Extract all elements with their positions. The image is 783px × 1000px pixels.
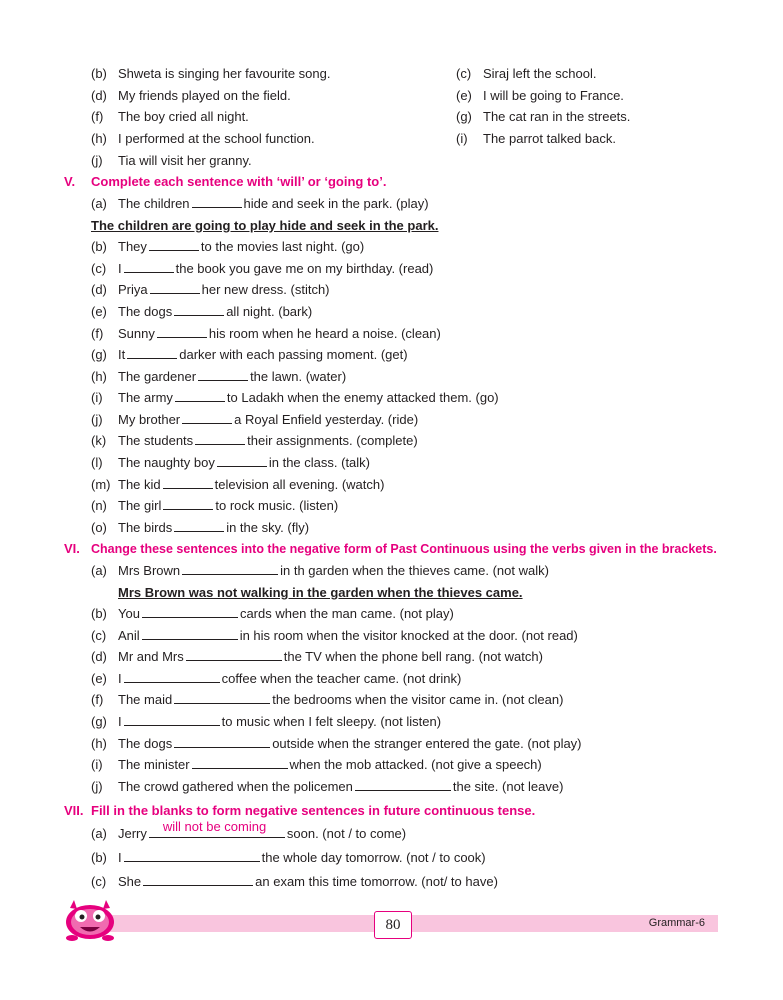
- exercise-item: (k) The students their assignments. (complete): [91, 433, 418, 448]
- exercise-item: (b) You cards when the man came. (not play): [91, 606, 454, 621]
- example-answer: The children are going to play hide and seek in the park.: [91, 218, 439, 233]
- list-item: (f) The boy cried all night.: [91, 109, 249, 124]
- exercise-item: (l) The naughty boy in the class. (talk): [91, 455, 371, 470]
- list-item: (b) Shweta is singing her favourite song.: [91, 66, 331, 81]
- answer-blank[interactable]: [149, 819, 285, 838]
- answer-blank[interactable]: [124, 670, 220, 683]
- answer-blank[interactable]: [150, 281, 200, 294]
- list-item: (i) The parrot talked back.: [456, 131, 616, 146]
- example-answer: Mrs Brown was not walking in the garden when the thieves came.: [118, 585, 523, 600]
- answer-blank[interactable]: [192, 195, 242, 208]
- filled-answer: will not be coming: [162, 819, 267, 834]
- example-item: (a) Mrs Brown in th garden when the thieves came. (not walk): [91, 563, 549, 578]
- answer-blank[interactable]: [124, 260, 174, 273]
- list-item: (e) I will be going to France.: [456, 88, 624, 103]
- section-number: VI.: [64, 541, 80, 556]
- exercise-item: (d) Mr and Mrs the TV when the phone bell rang. (not watch): [91, 649, 543, 664]
- answer-blank[interactable]: [124, 713, 220, 726]
- exercise-item: (b) They to the movies last night. (go): [91, 239, 365, 254]
- exercise-item: (g) I to music when I felt sleepy. (not listen): [91, 714, 442, 729]
- answer-blank[interactable]: [143, 873, 253, 886]
- answer-blank[interactable]: [163, 476, 213, 489]
- section-number: VII.: [64, 803, 84, 818]
- exercise-item: (b) I the whole day tomorrow. (not / to cook): [91, 850, 486, 865]
- footer-bar: [110, 915, 718, 932]
- exercise-item: (h) The gardener the lawn. (water): [91, 369, 347, 384]
- section-title: Change these sentences into the negative form of Past Continuous using the verbs given in the brackets.: [91, 542, 717, 556]
- list-item: (d) My friends played on the field.: [91, 88, 291, 103]
- example-item: (a) The children hide and seek in the park. (play): [91, 196, 429, 211]
- answer-blank[interactable]: [195, 432, 245, 445]
- book-title: Grammar-6: [648, 917, 705, 929]
- exercise-item: (n) The girl to rock music. (listen): [91, 498, 339, 513]
- exercise-item: (c) She an exam this time tomorrow. (not/ to have): [91, 874, 498, 889]
- exercise-item: (e) I coffee when the teacher came. (not drink): [91, 671, 462, 686]
- section-title: Fill in the blanks to form negative sentences in future continuous tense.: [91, 803, 536, 818]
- answer-blank[interactable]: [174, 691, 270, 704]
- answer-blank[interactable]: [163, 497, 213, 510]
- answer-blank[interactable]: [175, 389, 225, 402]
- exercise-item: (g) It darker with each passing moment. (get): [91, 347, 408, 362]
- example-item: (a) Jerry will not be coming soon. (not / to come): [91, 819, 407, 841]
- exercise-item: (f) Sunny his room when he heard a noise. (clean): [91, 326, 441, 341]
- exercise-item: (j) My brother a Royal Enfield yesterday. (ride): [91, 412, 419, 427]
- answer-blank[interactable]: [182, 562, 278, 575]
- exercise-item: (o) The birds in the sky. (fly): [91, 520, 310, 535]
- list-item: (h) I performed at the school function.: [91, 131, 315, 146]
- answer-blank[interactable]: [182, 411, 232, 424]
- monster-mascot-icon: [60, 898, 120, 942]
- answer-blank[interactable]: [217, 454, 267, 467]
- answer-blank[interactable]: [174, 303, 224, 316]
- exercise-item: (f) The maid the bedrooms when the visitor came in. (not clean): [91, 692, 564, 707]
- answer-blank[interactable]: [355, 778, 451, 791]
- answer-blank[interactable]: [142, 605, 238, 618]
- answer-blank[interactable]: [127, 346, 177, 359]
- exercise-item: (j) The crowd gathered when the policemen the site. (not leave): [91, 779, 564, 794]
- answer-blank[interactable]: [174, 519, 224, 532]
- section-number: V.: [64, 174, 76, 189]
- exercise-item: (d) Priya her new dress. (stitch): [91, 282, 330, 297]
- answer-blank[interactable]: [142, 627, 238, 640]
- answer-blank[interactable]: [124, 849, 260, 862]
- page-number: 80: [374, 911, 412, 939]
- answer-blank[interactable]: [186, 648, 282, 661]
- answer-blank[interactable]: [198, 368, 248, 381]
- answer-blank[interactable]: [192, 756, 288, 769]
- list-item: (c) Siraj left the school.: [456, 66, 597, 81]
- exercise-item: (i) The army to Ladakh when the enemy attacked them. (go): [91, 390, 499, 405]
- exercise-item: (e) The dogs all night. (bark): [91, 304, 313, 319]
- exercise-item: (c) I the book you gave me on my birthday. (read): [91, 261, 434, 276]
- answer-blank[interactable]: [149, 238, 199, 251]
- section-title: Complete each sentence with ‘will’ or ‘going to’.: [91, 174, 387, 189]
- answer-blank[interactable]: [157, 325, 207, 338]
- exercise-item: (c) Anil in his room when the visitor knocked at the door. (not read): [91, 628, 578, 643]
- list-item: (g) The cat ran in the streets.: [456, 109, 631, 124]
- exercise-item: (h) The dogs outside when the stranger entered the gate. (not play): [91, 736, 582, 751]
- exercise-item: (i) The minister when the mob attacked. (not give a speech): [91, 757, 542, 772]
- answer-blank[interactable]: [174, 735, 270, 748]
- exercise-item: (m) The kid television all evening. (watch): [91, 477, 385, 492]
- list-item: (j) Tia will visit her granny.: [91, 153, 252, 168]
